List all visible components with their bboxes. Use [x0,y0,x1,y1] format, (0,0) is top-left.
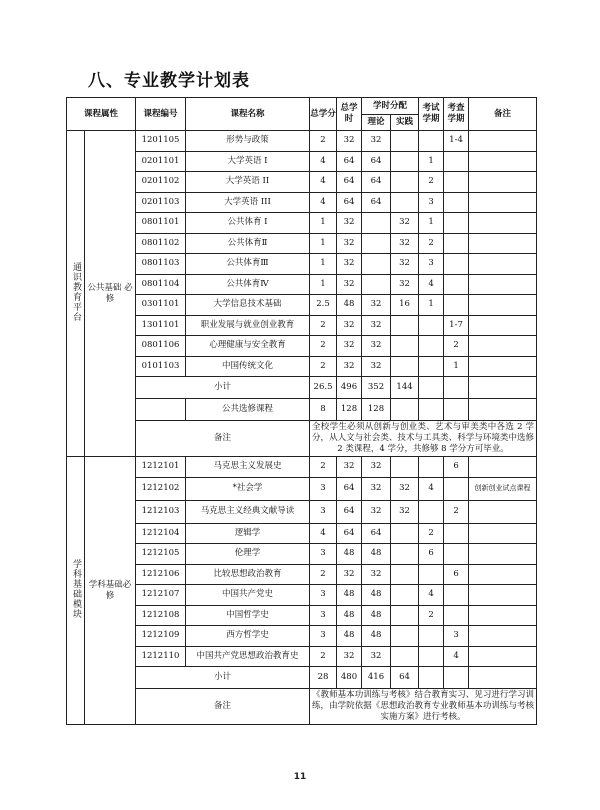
total-hours: 32 [337,274,362,295]
theory-hours: 32 [362,295,391,316]
theory-hours: 32 [362,131,391,152]
check-term [444,544,469,565]
exam-term [419,646,444,667]
header-hours-split: 学时分配 [362,98,419,115]
course-name: 公共体育 Ⅰ [186,213,310,234]
credits: 3 [310,626,337,647]
table-row [67,500,537,523]
elective-row [67,399,537,421]
exam-term [419,336,444,357]
theory-hours: 32 [362,646,391,667]
theory-hours: 32 [362,564,391,585]
teaching-plan-table [66,97,537,725]
platform-cell [67,457,85,725]
practice-hours: 32 [391,274,419,295]
platform-cell [67,131,85,457]
check-term: 6 [444,564,469,585]
course-code: 0801106 [136,336,186,357]
table-row [67,192,537,213]
course-remark [469,523,537,544]
course-code: 1212110 [136,646,186,667]
credits: 2 [310,315,337,336]
total-hours: 32 [337,254,362,275]
exam-term [419,564,444,585]
total-hours: 32 [337,564,362,585]
course-name: 马克思主义发展史 [186,457,310,478]
exam-term: 4 [419,585,444,606]
elective-exam [419,399,444,421]
total-hours: 32 [337,213,362,234]
note-text: 全校学生必须从创新与创业类、艺术与审美类中各选 2 学分，从人文与社会类、技术与工具类、科学与环境类中选修 2 类课程，4 学分，共修够 8 学分方可毕业。 [310,421,537,457]
credits: 2.5 [310,295,337,316]
practice-hours [391,131,419,152]
subtotal-label: 小计 [136,377,310,399]
total-hours: 48 [337,544,362,565]
practice-hours [391,336,419,357]
credits: 2 [310,564,337,585]
course-remark [469,605,537,626]
check-term: 4 [444,646,469,667]
course-name: 大学英语 II [186,172,310,193]
theory-hours: 48 [362,626,391,647]
theory-hours: 32 [362,477,391,500]
check-term: 1-7 [444,315,469,336]
course-remark [469,233,537,254]
course-name: 公共体育Ⅳ [186,274,310,295]
practice-hours: 32 [391,213,419,234]
note-row [67,689,537,725]
course-code: 1212104 [136,523,186,544]
credits: 4 [310,523,337,544]
elective-hours: 128 [337,399,362,421]
practice-hours [391,646,419,667]
section-general-education [67,131,537,457]
course-name: 西方哲学史 [186,626,310,647]
credits: 3 [310,585,337,606]
total-hours: 48 [337,585,362,606]
course-remark [469,336,537,357]
course-name: 马克思主义经典文献导读 [186,500,310,523]
total-hours: 48 [337,626,362,647]
course-name: 形势与政策 [186,131,310,152]
table-row [67,457,537,478]
theory-hours: 32 [362,356,391,377]
course-code: 1212108 [136,605,186,626]
subtotal-practice: 64 [391,667,419,689]
exam-term: 1 [419,151,444,172]
total-hours: 32 [337,315,362,336]
course-code: 0101103 [136,356,186,377]
practice-hours [391,457,419,478]
check-term [444,585,469,606]
credits: 1 [310,274,337,295]
course-name: 中国共产党思想政治教育史 [186,646,310,667]
table-row [67,523,537,544]
check-term: 6 [444,457,469,478]
course-remark [469,500,537,523]
exam-term [419,315,444,336]
practice-hours [391,192,419,213]
practice-hours [391,544,419,565]
credits: 2 [310,131,337,152]
table-row [67,477,537,500]
exam-term: 2 [419,172,444,193]
header-exam-term: 考试学期 [419,98,444,131]
elective-practice [391,399,419,421]
total-hours: 64 [337,500,362,523]
subtotal-hours: 480 [337,667,362,689]
course-code: 1212107 [136,585,186,606]
total-hours: 48 [337,605,362,626]
total-hours: 32 [337,457,362,478]
check-term [444,523,469,544]
course-code: 1212103 [136,500,186,523]
credits: 2 [310,336,337,357]
credits: 2 [310,356,337,377]
subtotal-credits: 28 [310,667,337,689]
header-hours: 总学时 [337,98,362,131]
theory-hours: 32 [362,315,391,336]
header-credits: 总学分 [310,98,337,131]
course-code: 1212102 [136,477,186,500]
practice-hours [391,564,419,585]
course-name: 比较思想政治教育 [186,564,310,585]
exam-term [419,356,444,377]
check-term: 2 [444,500,469,523]
total-hours: 32 [337,356,362,377]
course-remark [469,172,537,193]
subtotal-credits: 26.5 [310,377,337,399]
course-remark [469,646,537,667]
course-code: 1212101 [136,457,186,478]
elective-check [444,399,469,421]
course-name: 职业发展与就业创业教育 [186,315,310,336]
course-remark [469,356,537,377]
table-row [67,315,537,336]
total-hours: 48 [337,295,362,316]
total-hours: 64 [337,151,362,172]
course-name: 公共体育Ⅱ [186,233,310,254]
check-term [444,477,469,500]
subtotal-label: 小计 [136,667,310,689]
exam-term [419,131,444,152]
header-theory: 理论 [362,115,391,131]
elective-name: 公共选修课程 [186,399,310,421]
exam-term: 4 [419,274,444,295]
practice-hours: 16 [391,295,419,316]
course-remark [469,254,537,275]
credits: 1 [310,254,337,275]
check-term [444,172,469,193]
course-remark [469,544,537,565]
practice-hours: 32 [391,254,419,275]
credits: 3 [310,605,337,626]
practice-hours [391,585,419,606]
check-term [444,213,469,234]
total-hours: 32 [337,131,362,152]
course-remark [469,585,537,606]
credits: 1 [310,233,337,254]
practice-hours [391,356,419,377]
exam-term [419,500,444,523]
course-name: 大学英语 I [186,151,310,172]
practice-hours [391,523,419,544]
total-hours: 64 [337,477,362,500]
theory-hours: 64 [362,523,391,544]
check-term: 2 [444,336,469,357]
elective-code [136,399,186,421]
course-code: 0201103 [136,192,186,213]
exam-term: 4 [419,477,444,500]
check-term [444,274,469,295]
check-term [444,192,469,213]
check-term [444,151,469,172]
credits: 3 [310,477,337,500]
exam-term: 6 [419,544,444,565]
practice-hours: 32 [391,500,419,523]
exam-term: 1 [419,295,444,316]
course-remark [469,315,537,336]
course-code: 0201102 [136,172,186,193]
exam-term: 2 [419,233,444,254]
total-hours: 32 [337,336,362,357]
subtotal-exam [419,377,444,399]
check-term [444,605,469,626]
theory-hours [362,254,391,275]
course-name: 公共体育Ⅲ [186,254,310,275]
category-cell: 学科基础必修 [85,457,136,725]
exam-term: 2 [419,605,444,626]
platform-label: 学科基础模块 [71,558,81,619]
subtotal-exam [419,667,444,689]
course-code: 0201101 [136,151,186,172]
check-term [444,254,469,275]
check-term: 3 [444,626,469,647]
course-code: 1212105 [136,544,186,565]
subtotal-check [444,667,469,689]
total-hours: 64 [337,523,362,544]
table-row [67,151,537,172]
course-code: 0801104 [136,274,186,295]
subtotal-row [67,377,537,399]
course-code: 1212109 [136,626,186,647]
table-row [67,295,537,316]
check-term [444,295,469,316]
subtotal-check [444,377,469,399]
platform-label: 通识教育平台 [71,261,81,322]
theory-hours [362,233,391,254]
table-row [67,336,537,357]
course-name: 伦理学 [186,544,310,565]
credits: 4 [310,192,337,213]
course-remark [469,274,537,295]
table-row [67,646,537,667]
table-header [67,98,537,131]
subtotal-row [67,667,537,689]
exam-term [419,626,444,647]
practice-hours [391,151,419,172]
header-attribute: 课程属性 [67,98,136,131]
course-name: 中国哲学史 [186,605,310,626]
course-remark [469,192,537,213]
practice-hours [391,172,419,193]
course-remark [469,564,537,585]
note-row [67,421,537,457]
subtotal-practice: 144 [391,377,419,399]
exam-term: 2 [419,523,444,544]
header-practice: 实践 [391,115,419,131]
theory-hours: 32 [362,457,391,478]
category-cell: 公共基础 必修 [85,131,136,457]
practice-hours: 32 [391,233,419,254]
note-label: 备注 [136,421,310,457]
theory-hours [362,274,391,295]
course-name: 大学信息技术基础 [186,295,310,316]
subtotal-remark [469,667,537,689]
exam-term: 3 [419,254,444,275]
credits: 4 [310,151,337,172]
course-code: 1201105 [136,131,186,152]
section-discipline-foundation [67,457,537,725]
header-name: 课程名称 [186,98,310,131]
subtotal-hours: 496 [337,377,362,399]
table-row [67,626,537,647]
note-label: 备注 [136,689,310,725]
theory-hours: 64 [362,172,391,193]
practice-hours [391,626,419,647]
table-row [67,131,537,152]
course-name: 中国共产党史 [186,585,310,606]
subtotal-theory: 416 [362,667,391,689]
check-term [444,233,469,254]
course-code: 0801103 [136,254,186,275]
practice-hours [391,605,419,626]
theory-hours: 48 [362,544,391,565]
elective-remark [469,399,537,421]
subtotal-remark [469,377,537,399]
page-number: 11 [293,772,307,782]
course-remark [469,131,537,152]
total-hours: 32 [337,646,362,667]
course-code: 0301101 [136,295,186,316]
credits: 2 [310,457,337,478]
theory-hours: 48 [362,605,391,626]
credits: 3 [310,544,337,565]
check-term: 1 [444,356,469,377]
credits: 3 [310,500,337,523]
table-row [67,564,537,585]
course-remark [469,626,537,647]
credits: 4 [310,172,337,193]
theory-hours: 32 [362,500,391,523]
total-hours: 64 [337,172,362,193]
elective-theory: 128 [362,399,391,421]
subtotal-theory: 352 [362,377,391,399]
practice-hours: 32 [391,477,419,500]
table-row [67,274,537,295]
check-term: 1-4 [444,131,469,152]
theory-hours: 64 [362,151,391,172]
exam-term: 3 [419,192,444,213]
course-name: 中国传统文化 [186,356,310,377]
table-row [67,213,537,234]
course-remark [469,457,537,478]
course-remark [469,295,537,316]
header-check-term: 考查学期 [444,98,469,131]
exam-term [419,457,444,478]
theory-hours: 64 [362,192,391,213]
table-row [67,605,537,626]
table-row [67,544,537,565]
table-row [67,254,537,275]
course-remark: 创新创业试点课程 [469,477,537,500]
theory-hours: 48 [362,585,391,606]
total-hours: 64 [337,192,362,213]
course-remark [469,151,537,172]
exam-term: 1 [419,213,444,234]
practice-hours [391,315,419,336]
total-hours: 32 [337,233,362,254]
course-code: 1301101 [136,315,186,336]
credits: 2 [310,646,337,667]
theory-hours [362,213,391,234]
course-code: 1212106 [136,564,186,585]
table-row [67,233,537,254]
course-name: *社会学 [186,477,310,500]
course-name: 逻辑学 [186,523,310,544]
table-row [67,585,537,606]
table-row [67,172,537,193]
page-title: 八、专业教学计划表 [88,71,250,91]
header-remarks: 备注 [469,98,537,131]
credits: 1 [310,213,337,234]
course-code: 0801102 [136,233,186,254]
course-code: 0801101 [136,213,186,234]
course-remark [469,213,537,234]
elective-credits: 8 [310,399,337,421]
theory-hours: 32 [362,336,391,357]
note-text: 《教师基本功训练与考核》结合教育实习、见习进行学习训练，由学院依据《思想政治教育专业教师基本功训练与考核实施方案》进行考核。 [310,689,537,725]
header-code: 课程编号 [136,98,186,131]
course-name: 心理健康与安全教育 [186,336,310,357]
table-row [67,356,537,377]
course-name: 大学英语 III [186,192,310,213]
